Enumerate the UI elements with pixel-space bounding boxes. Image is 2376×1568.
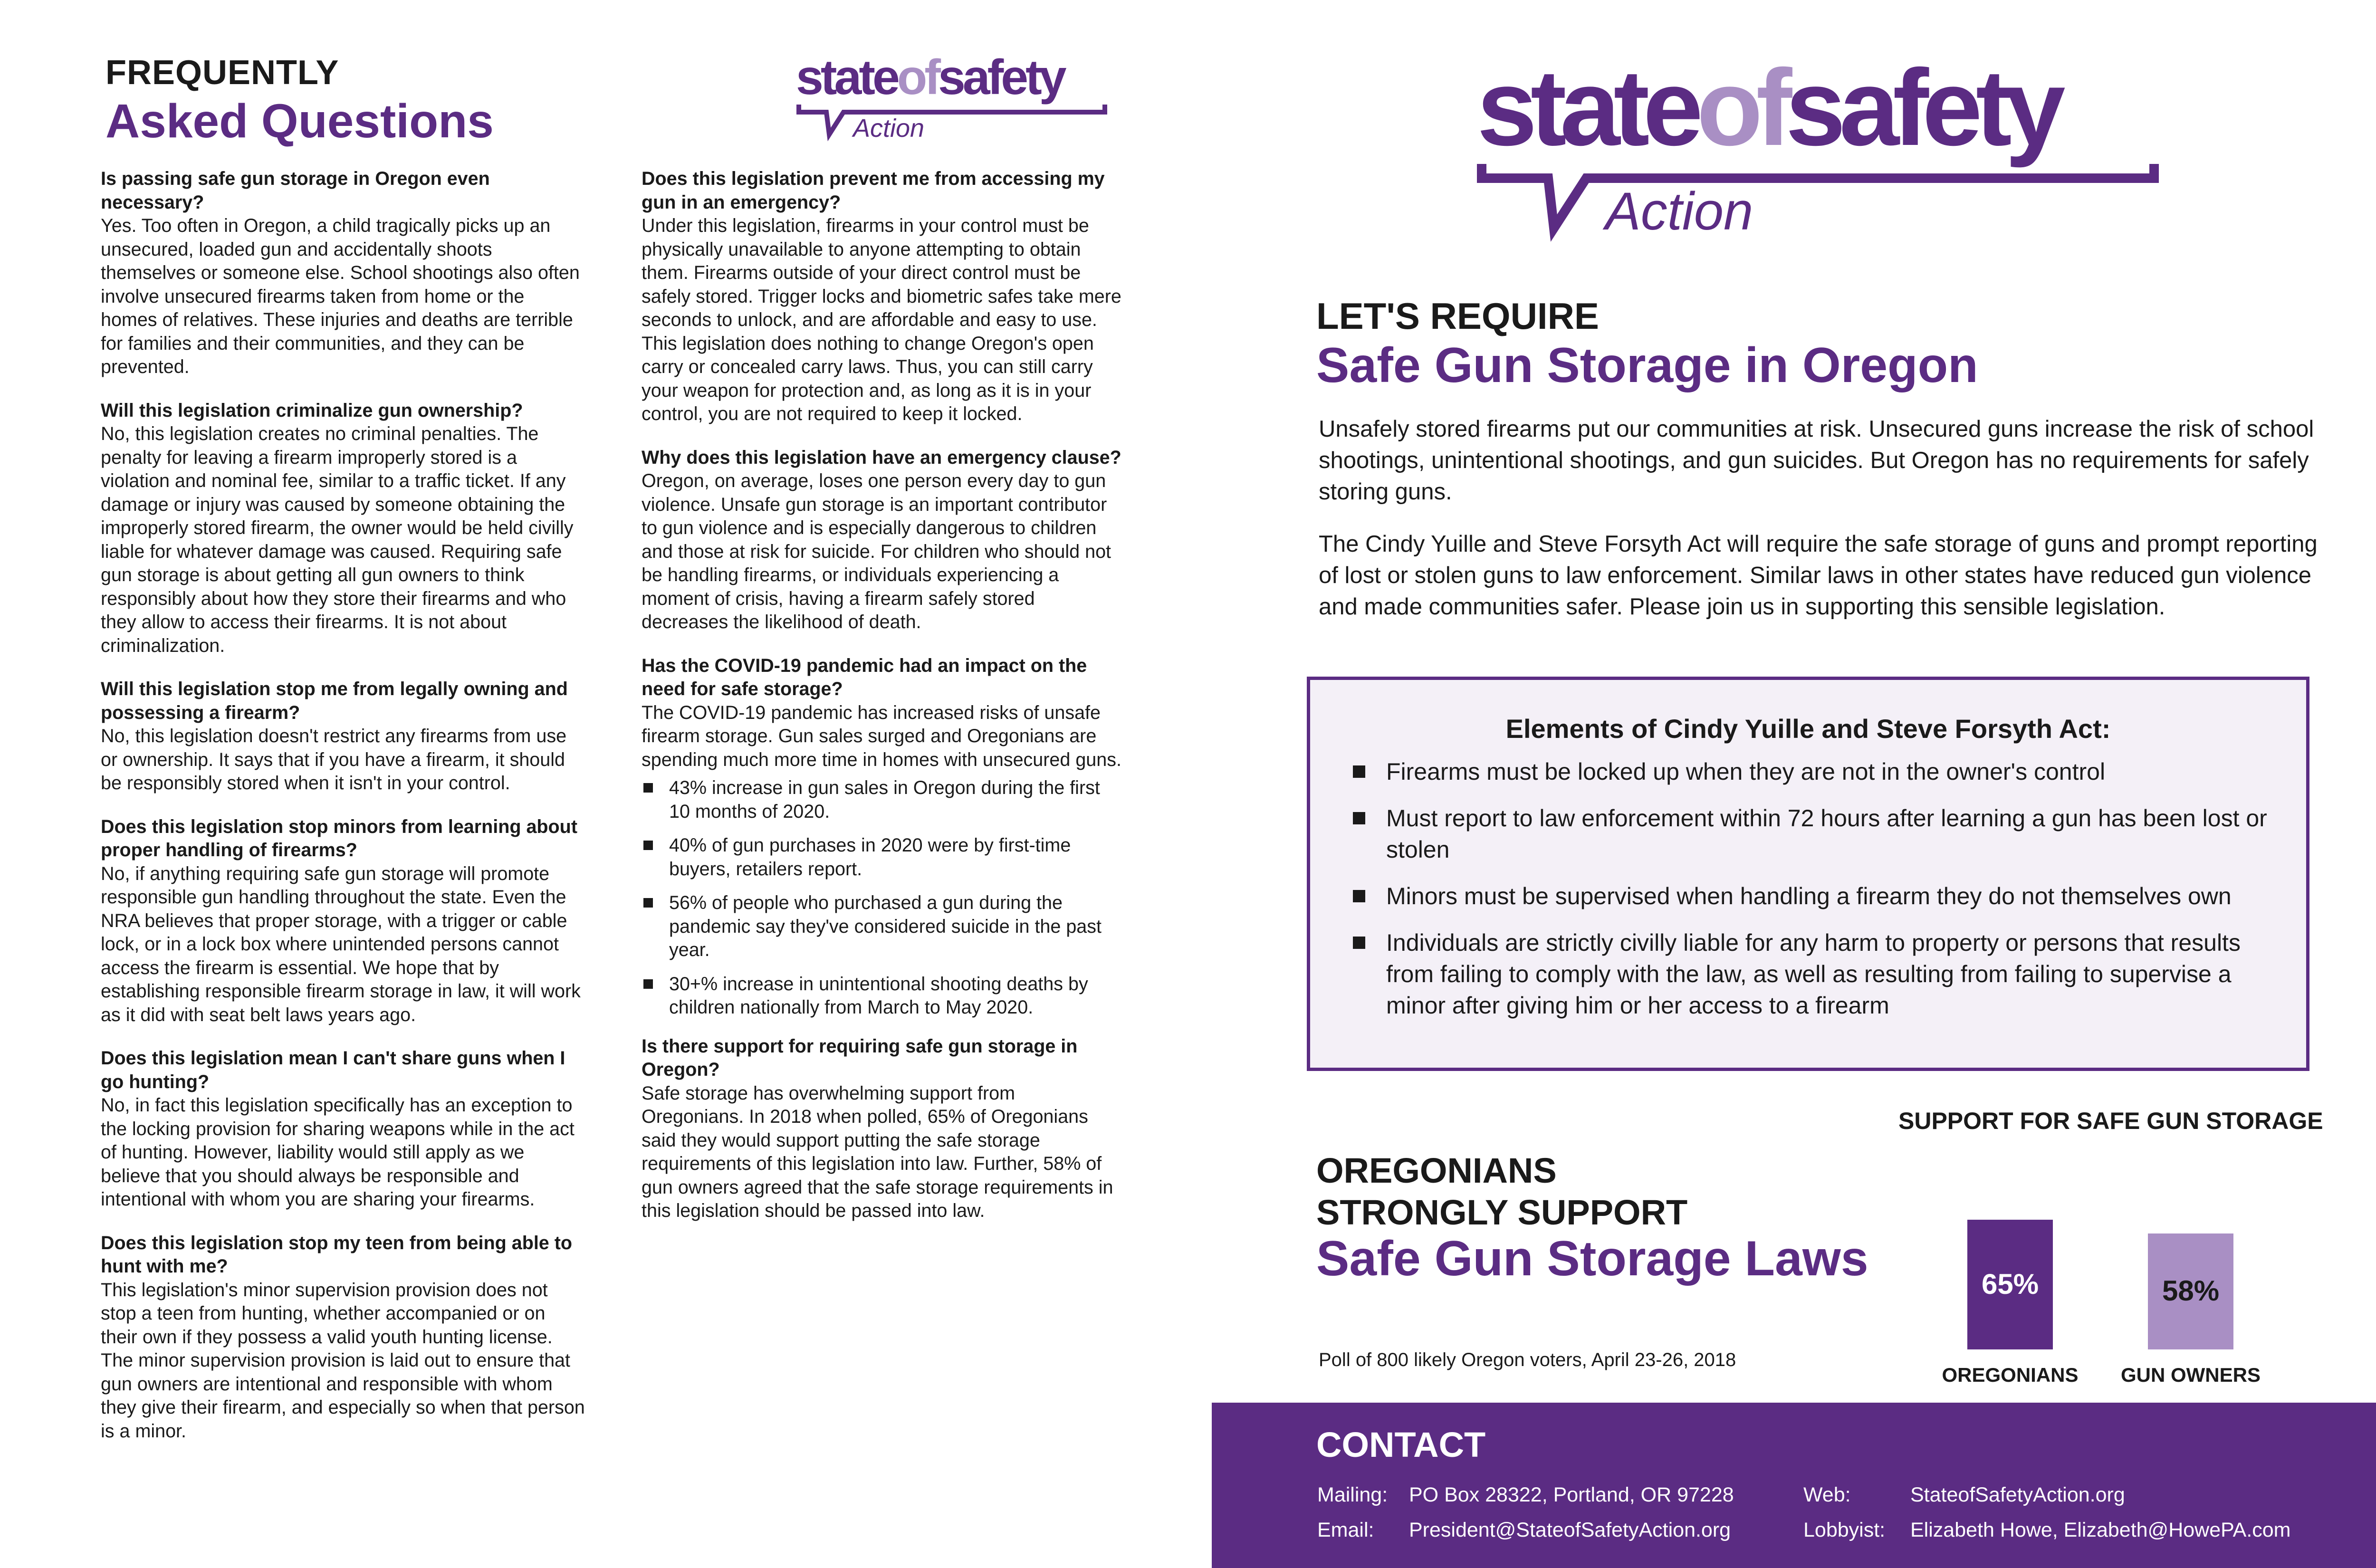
faq-question: Does this legislation prevent me from accessing my gun in an emergency? bbox=[642, 168, 1105, 213]
chart-title: SUPPORT FOR SAFE GUN STORAGE bbox=[1898, 1108, 2323, 1134]
covid-bullet-item bbox=[642, 834, 1121, 881]
faq-question: Does this legislation mean I can't share guns when I go hunting? bbox=[101, 1048, 565, 1092]
logo-word-state: state bbox=[1477, 64, 1697, 168]
intro-paragraph-1: Unsafely stored firearms put our communities at risk. Unsecured guns increase the risk of school shootings, unintentional shootings, and gun suicides. But Oregon has no requirements for safely storing guns. bbox=[1319, 416, 2314, 505]
faq-answer: Under this legislation, firearms in your control must be physically unavailable to anyone attempting to obtain them. Firearms outside of your direct control must be safely stored. Trigger locks and biometric safes take mere seconds to unlock, and are affordable and easy to use. This legislation does nothing to change Oregon's open carry or concealed carry laws. Thus, you can still carry your weapon for protection and, as long as it is in your control, you are not required to keep it locked. bbox=[642, 215, 1121, 424]
lobbyist-label: Lobbyist: bbox=[1803, 1519, 1886, 1541]
logo-word-state: state bbox=[796, 56, 897, 105]
bullet-square-icon bbox=[1353, 890, 1365, 902]
bullet-square-icon bbox=[643, 898, 653, 908]
web-link[interactable]: StateofSafetyAction.org bbox=[1910, 1483, 2125, 1506]
web-label: Web: bbox=[1803, 1483, 1851, 1506]
logo-word-safety: safety bbox=[1785, 64, 2059, 168]
logo-word-of: of bbox=[1696, 64, 1786, 168]
faq-question: Is passing safe gun storage in Oregon even necessary? bbox=[101, 168, 490, 213]
lets-require-heading: LET'S REQUIRE bbox=[1316, 295, 1599, 337]
faq-answer: Oregon, on average, loses one person every day to gun violence. Unsafe gun storage is an important contributor to gun violence and is especially dangerous to children and those at risk for suicide. For children who should not be handling firearms, or individuals experiencing a moment of crisis, having a firearm safely stored decreases the likelihood of death. bbox=[642, 470, 1111, 632]
faq-answer: Safe storage has overwhelming support from Oregonians. In 2018 when polled, 65% of Oregonians said they would support putting the safe storage requirements of this legislation into law. Further, 58% of gun owners agreed that the safe storage requirements in this legislation should be passed into law. bbox=[642, 1082, 1113, 1221]
elements-list bbox=[1353, 756, 2284, 1036]
bar-value-label: 65% bbox=[1981, 1268, 2039, 1300]
hero-title: Safe Gun Storage in Oregon bbox=[1316, 338, 1978, 393]
mailing-label: Mailing: bbox=[1317, 1483, 1388, 1506]
bullet-square-icon bbox=[1353, 812, 1365, 824]
svg-text:stateofsafety bbox=[1477, 64, 2065, 168]
faq-question: Will this legislation criminalize gun ownership? bbox=[101, 400, 523, 421]
faq-question: Does this legislation stop my teen from being able to hunt with me? bbox=[101, 1232, 573, 1277]
faq-heading-large: Asked Questions bbox=[105, 95, 494, 148]
covid-bullet-text: 40% of gun purchases in 2020 were by first-time buyers, retailers report. bbox=[669, 835, 1071, 880]
support-heading bbox=[1316, 1150, 1687, 1233]
faq-heading-small: FREQUENTLY bbox=[105, 54, 339, 92]
faq-question: Does this legislation stop minors from learning about proper handling of firearms? bbox=[101, 816, 577, 860]
faq-answer: The COVID-19 pandemic has increased risks of unsafe firearm storage. Gun sales surged and Oregonians are spending much more time in homes with unsecured guns. bbox=[642, 702, 1121, 770]
faq-answer: No, this legislation creates no criminal penalties. The penalty for leaving a firearm improperly stored is a violation and nominal fee, similar to a traffic ticket. If any damage or injury was caused by someone obtaining the improperly stored firearm, the owner would be held civilly liable for whatever damage was caused. Requiring safe gun storage is about getting all gun owners to think responsibly about how they store their firearms and who they allow to access their firearms. It is not about criminalization. bbox=[101, 423, 574, 656]
support-title: Safe Gun Storage Laws bbox=[1316, 1231, 1868, 1286]
email-link[interactable]: President@StateofSafetyAction.org bbox=[1409, 1519, 1731, 1541]
faq-question: Has the COVID-19 pandemic had an impact on the need for safe storage? bbox=[642, 655, 1087, 699]
element-text: Firearms must be locked up when they are not in the owner's control bbox=[1386, 758, 2106, 785]
bar-category-label: OREGONIANS bbox=[1942, 1364, 2079, 1386]
faq-column-1 bbox=[101, 167, 585, 1463]
email-label: Email: bbox=[1317, 1519, 1374, 1541]
bullet-square-icon bbox=[643, 783, 653, 793]
logo-speech-bubble bbox=[1482, 164, 2154, 228]
covid-bullet-text: 30+% increase in unintentional shooting deaths by children nationally from March to May 2020. bbox=[669, 973, 1088, 1018]
element-item bbox=[1353, 927, 2284, 1021]
faq-answer: No, in fact this legislation specifically has an exception to the locking provision for sharing weapons while in the act of hunting. However, liability would still apply as we believe that you should always be responsible and intentional with whom you are sharing your firearms. bbox=[101, 1095, 575, 1210]
bar-value-label: 58% bbox=[2162, 1275, 2220, 1307]
support-line-2: STRONGLY SUPPORT bbox=[1316, 1193, 1688, 1232]
lobbyist-contact: Elizabeth Howe, Elizabeth@HowePA.com bbox=[1910, 1519, 2291, 1541]
covid-bullet-text: 56% of people who purchased a gun during the pandemic say they've considered suicide in the past year. bbox=[669, 892, 1102, 960]
bullet-square-icon bbox=[643, 841, 653, 850]
covid-bullet-text: 43% increase in gun sales in Oregon during the first 10 months of 2020. bbox=[669, 777, 1100, 822]
bullet-square-icon bbox=[1353, 937, 1365, 949]
element-text: Individuals are strictly civilly liable for any harm to property or persons that results from failing to comply with the law, as well as resulting from failing to supervise a minor after giving him or her access to a firearm bbox=[1386, 929, 2241, 1019]
bullet-square-icon bbox=[1353, 765, 1365, 778]
covid-bullet-item bbox=[642, 891, 1121, 962]
element-text: Must report to law enforcement within 72 hours after learning a gun has been lost or stolen bbox=[1386, 805, 2267, 863]
faq-question: Why does this legislation have an emergency clause? bbox=[642, 447, 1121, 468]
faq-answer: Yes. Too often in Oregon, a child tragically picks up an unsecured, loaded gun and accidentally shoots themselves or someone else. School shootings also often involve unsecured firearms taken from home or the homes of relatives. These injuries and deaths are terrible for families and their communities, and they can be prevented. bbox=[101, 215, 580, 377]
logo-word-action: Action bbox=[853, 114, 925, 143]
faq-answer: No, this legislation doesn't restrict any firearms from use or ownership. It says that if you have a firearm, it should be responsibly stored when it isn't in your control. bbox=[101, 726, 567, 794]
element-text: Minors must be supervised when handling a firearm they do not themselves own bbox=[1386, 883, 2232, 909]
logo-word-of: of bbox=[897, 56, 938, 105]
faq-answer: This legislation's minor supervision provision does not stop a teen from hunting, whether accompanied or on their own if they possess a valid youth hunting license. The minor supervision provision is laid out to ensure that gun owners are intentional and responsible with whom they give their firearm, and especially so when that person is a minor. bbox=[101, 1279, 585, 1442]
element-item bbox=[1353, 880, 2284, 912]
covid-bullet-item bbox=[642, 776, 1121, 823]
covid-bullet-list bbox=[642, 776, 1121, 1020]
small-brand-logo bbox=[796, 56, 1110, 146]
support-bar-chart bbox=[1942, 1150, 2309, 1387]
logo-speech-bubble bbox=[799, 105, 1105, 134]
poll-note: Poll of 800 likely Oregon voters, April 23-26, 2018 bbox=[1319, 1349, 1736, 1370]
svg-text:stateofsafety bbox=[796, 56, 1067, 105]
elements-title: Elements of Cindy Yuille and Steve Forsyth Act: bbox=[1505, 714, 2111, 744]
bar-category-label: GUN OWNERS bbox=[2121, 1364, 2261, 1386]
faq-column-2 bbox=[642, 167, 1121, 1243]
element-item bbox=[1353, 803, 2284, 865]
logo-word-action: Action bbox=[1605, 182, 1753, 241]
logo-word-safety: safety bbox=[938, 56, 1064, 105]
faq-answer: No, if anything requiring safe gun storage will promote responsible gun handling throughout the state. Even the NRA believes that proper storage, with a trigger or cable lock, or in a lock box where unintended persons cannot access the firearm is essential. We hope that by establishing responsible firearm storage in law, it will work as it did with seat belt laws years ago. bbox=[101, 863, 581, 1025]
elements-box bbox=[1307, 677, 2309, 1071]
support-line-1: OREGONIANS bbox=[1316, 1151, 1557, 1190]
covid-bullet-item bbox=[642, 973, 1121, 1020]
bullet-square-icon bbox=[643, 979, 653, 989]
element-item bbox=[1353, 756, 2284, 787]
intro-paragraph-2: The Cindy Yuille and Steve Forsyth Act will require the safe storage of guns and prompt reporting of lost or stolen guns to law enforcement. Similar laws in other states have reduced gun violence and made communities safer. Please join us in supporting this sensible legislation. bbox=[1319, 531, 2318, 620]
faq-question: Is there support for requiring safe gun storage in Oregon? bbox=[642, 1035, 1078, 1080]
mailing-address: PO Box 28322, Portland, OR 97228 bbox=[1409, 1483, 1734, 1506]
contact-title: CONTACT bbox=[1316, 1425, 1486, 1464]
faq-question: Will this legislation stop me from legally owning and possessing a firearm? bbox=[101, 679, 568, 723]
brand-logo bbox=[1477, 64, 2161, 245]
